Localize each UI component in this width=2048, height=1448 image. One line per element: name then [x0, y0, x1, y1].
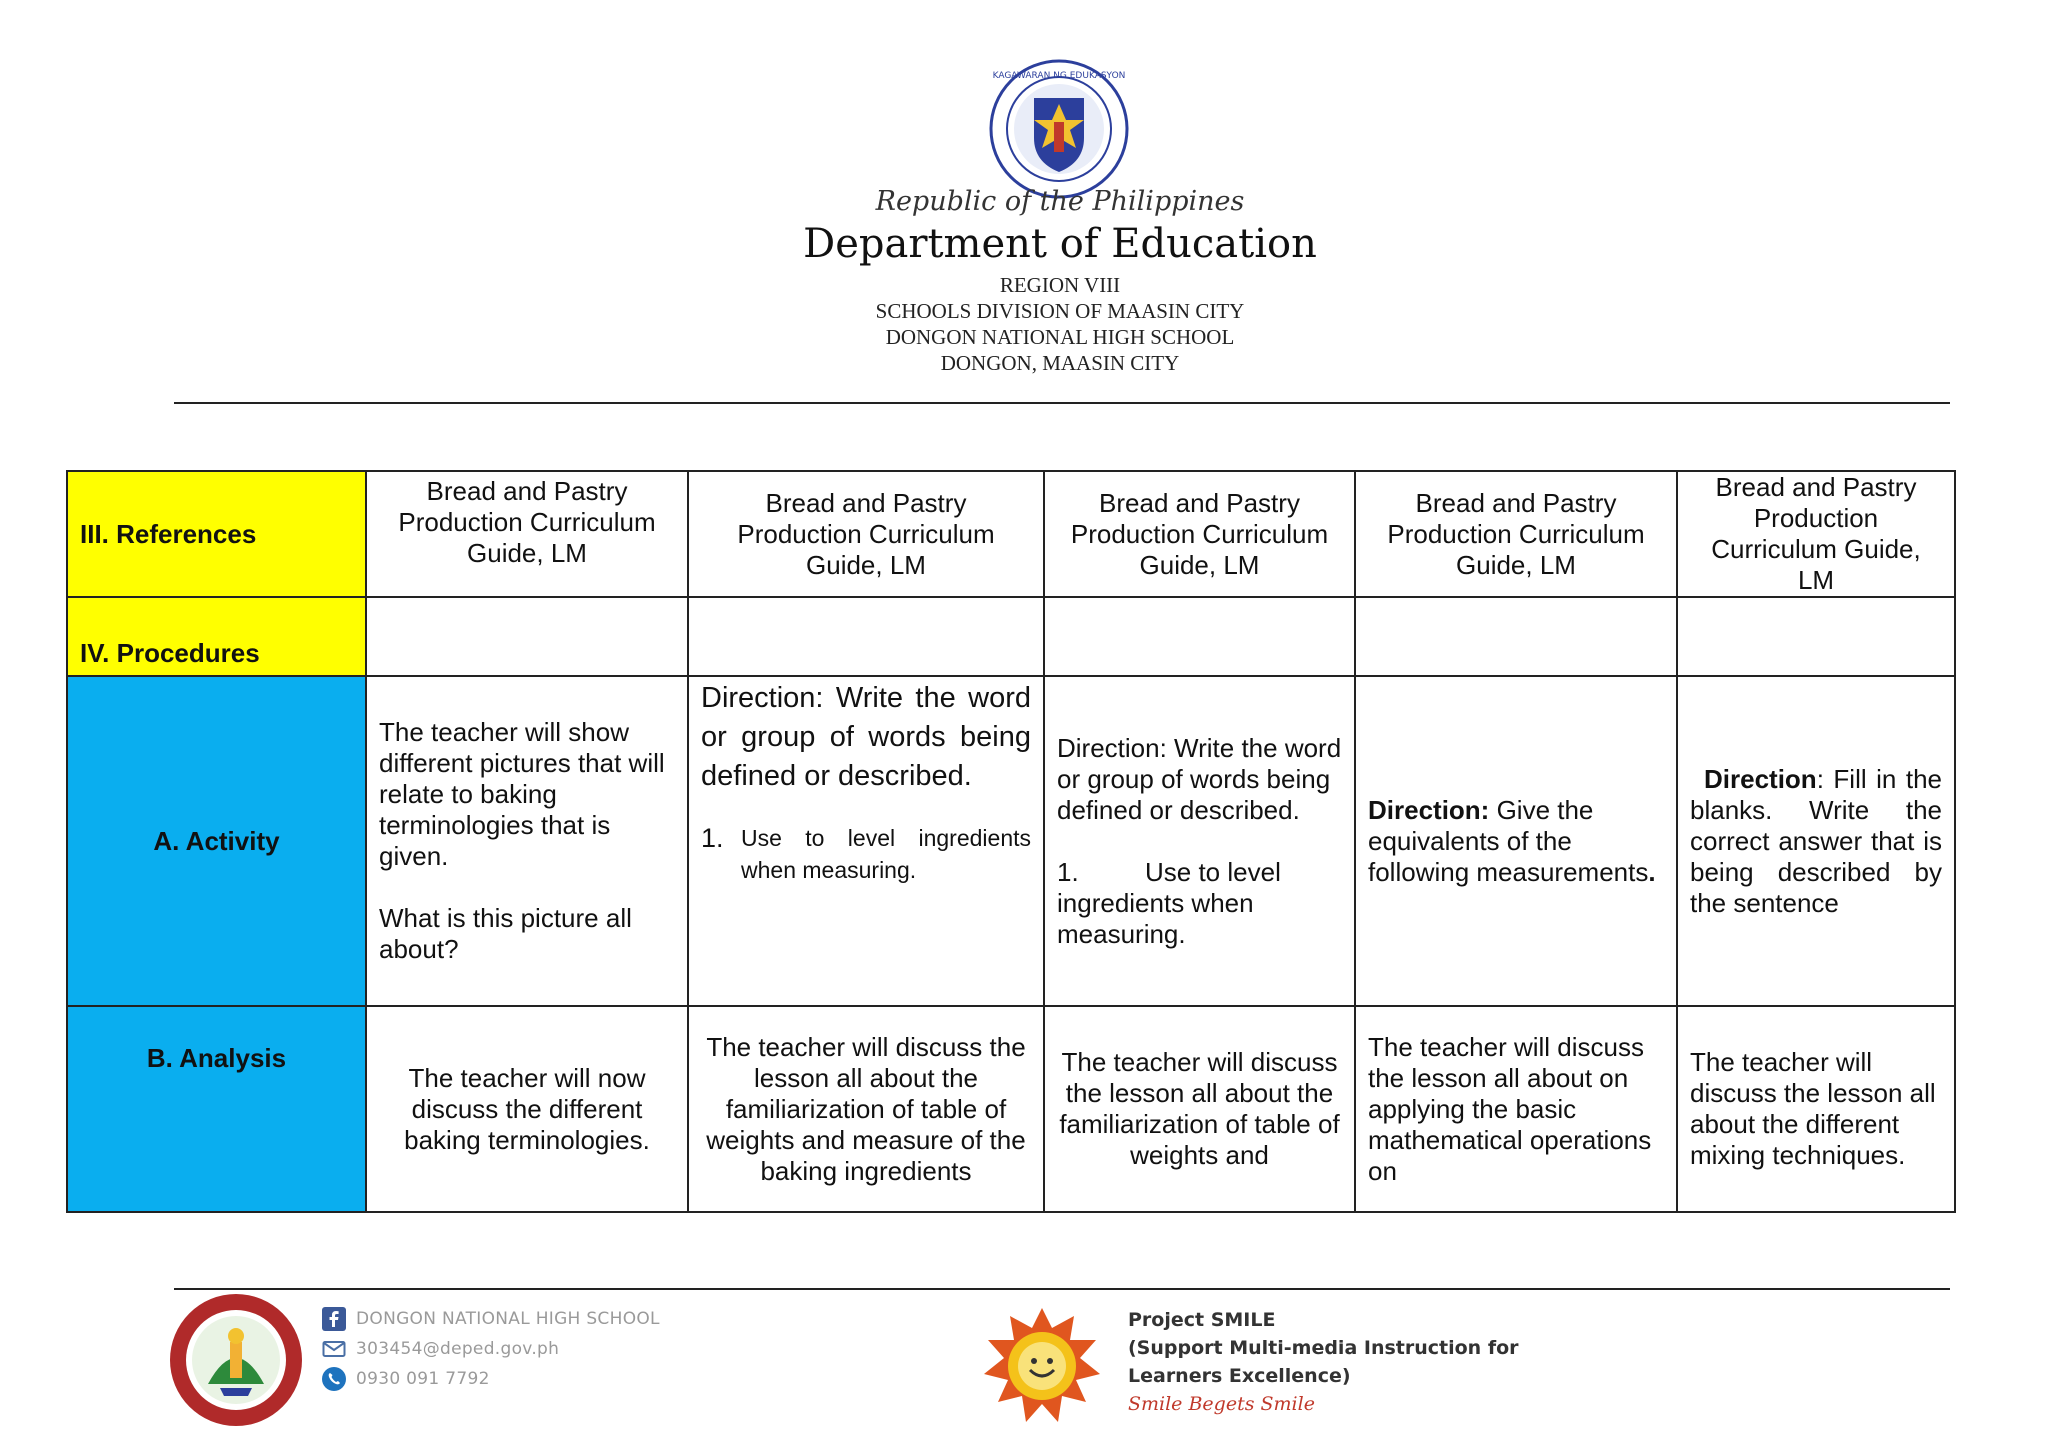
direction-label: Direction:: [1368, 794, 1490, 825]
empty-cell: [1355, 597, 1677, 676]
references-label: III. References: [67, 471, 366, 597]
activity-cell-4: Direction: Give the equivalents of the following measurements.: [1355, 676, 1677, 1006]
analysis-row: [67, 1006, 1955, 1212]
facebook-contact: [322, 1306, 660, 1332]
activity-cell-3: [1044, 676, 1355, 1006]
analysis-cell: The teacher will discuss the lesson all about the different mixing techniques.: [1677, 1006, 1955, 1212]
analysis-label: B. Analysis: [67, 1006, 366, 1212]
references-row: [67, 471, 1955, 597]
procedures-label: IV. Procedures: [67, 597, 366, 676]
empty-cell: [366, 597, 688, 676]
activity-question: What is this picture all about?: [379, 903, 632, 964]
header-divider: [174, 402, 1950, 404]
department-title: Department of Education: [803, 221, 1317, 267]
project-tagline: Smile Begets Smile: [1128, 1393, 1315, 1415]
division-line: SCHOOLS DIVISION OF MAASIN CITY: [875, 299, 1245, 323]
republic-title: Republic of the Philippines: [875, 186, 1245, 217]
phone-contact: [322, 1366, 490, 1392]
deped-seal-logo: [988, 58, 1130, 200]
facebook-icon: [322, 1307, 346, 1331]
activity-item: 1. Use to level ingredients when measuring.: [1057, 856, 1281, 949]
phone-icon: [322, 1367, 346, 1391]
analysis-cell: The teacher will discuss the lesson all about the familiarization of table of weights and measure of the baking ingredients: [688, 1006, 1044, 1212]
analysis-cell: The teacher will discuss the lesson all about on applying the basic mathematical operations on: [1355, 1006, 1677, 1212]
header-address: [0, 272, 2048, 376]
reference-cell: Bread and Pastry Production Curriculum Guide, LM: [1677, 471, 1955, 597]
region-line: REGION VIII: [999, 273, 1121, 297]
lesson-plan-table: [66, 470, 1956, 1213]
school-line: DONGON NATIONAL HIGH SCHOOL: [885, 325, 1235, 349]
email-text: 303454@deped.gov.ph: [356, 1339, 560, 1359]
school-crest-logo: [168, 1292, 304, 1428]
activity-direction: Direction: Write the word or group of words being defined or described.: [1057, 732, 1342, 825]
activity-row: [67, 676, 1955, 1006]
project-subtitle-1: (Support Multi-media Instruction for: [1128, 1337, 1519, 1359]
reference-cell: Bread and Pastry Production Curriculum Guide, LM: [688, 471, 1044, 597]
activity-direction: Direction: Write the word or group of words being defined or described.: [701, 682, 1031, 792]
activity-text: The teacher will show different pictures that will relate to baking terminologies that is given.: [379, 717, 665, 871]
empty-cell: [1677, 597, 1955, 676]
procedures-row: [67, 597, 1955, 676]
project-smile-emblem: [982, 1306, 1102, 1426]
mail-icon: [322, 1337, 346, 1361]
reference-cell: Bread and Pastry Production Curriculum Guide, LM: [1355, 471, 1677, 597]
activity-item: 1. Use to level ingredients when measuring.: [701, 823, 1031, 883]
direction-label: Direction: [1704, 763, 1817, 794]
reference-cell: Bread and Pastry Production Curriculum Guide, LM: [1044, 471, 1355, 597]
empty-cell: [1044, 597, 1355, 676]
direction-text: : Fill in the blanks. Write the correct answer that is being described by the sentence: [1690, 763, 1942, 918]
project-subtitle-2: Learners Excellence): [1128, 1365, 1351, 1387]
project-title: Project SMILE: [1128, 1309, 1276, 1331]
phone-text: 0930 091 7792: [356, 1369, 490, 1389]
facebook-text: DONGON NATIONAL HIGH SCHOOL: [356, 1309, 660, 1329]
empty-cell: [688, 597, 1044, 676]
location-line: DONGON, MAASIN CITY: [940, 351, 1180, 375]
direction-text: Give the equivalents of the following measurements: [1368, 794, 1649, 887]
email-contact: [322, 1336, 559, 1362]
activity-cell-5: [1677, 676, 1955, 1006]
analysis-cell: The teacher will now discuss the different baking terminologies.: [366, 1006, 688, 1212]
activity-cell-1: [366, 676, 688, 1006]
analysis-cell: The teacher will discuss the lesson all about the familiarization of table of weights and: [1044, 1006, 1355, 1212]
activity-label: A. Activity: [67, 676, 366, 1006]
svg-text:KAGAWARAN NG EDUKASYON: KAGAWARAN NG EDUKASYON: [992, 71, 1126, 81]
project-smile-text: [1128, 1306, 1519, 1418]
activity-cell-2: [688, 676, 1044, 1006]
footer-divider: [174, 1288, 1950, 1290]
reference-cell: Bread and Pastry Production Curriculum Guide, LM: [366, 471, 688, 597]
